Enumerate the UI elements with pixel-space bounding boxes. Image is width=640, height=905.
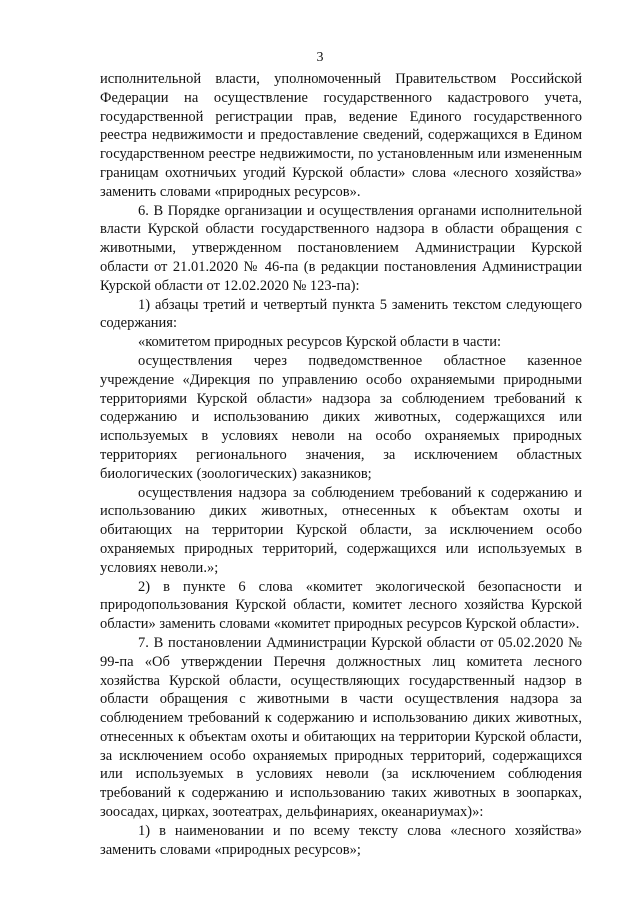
paragraph-quote-intro: «комитетом природных ресурсов Курской области в части:	[138, 334, 502, 351]
paragraph-item-7: 7. В постановлении Администрации Курской области от 05.02.2020 № 99-па «Об утверждении Перечня должностных лиц комитета лесного хозяйства Курской области, осуществляющих государственный надзор в области обращения с животными в части осуществления надзора за соблюдением требований к содержанию и использованию диких животных, отнесенных к объектам охоты и обитающих на территории Курской области, за исключением особо охраняемых природных территорий, содержащихся или используемых в условиях неволи (за исключением соблюдения требований к содержанию и использованию таких животных в зоопарках, зоосадах, цирках, зоотеатрах, дельфинариях, океанариумах)»:	[100, 634, 582, 821]
paragraph-item-6: 6. В Порядке организации и осуществления органами исполнительной власти Курской области государственного надзора в области обращения с животными, утвержденном постановлением Администрации Курской области от 21.01.2020 № 46-па (в редакции постановления Администрации Курской области от 12.02.2020 № 123-па):	[100, 202, 582, 294]
document-body	[100, 70, 582, 859]
paragraph-quote-body-2: осуществления надзора за соблюдением требований к содержанию и использованию диких животных, отнесенных к объектам охоты и обитающих на территории Курской области, за исключением особо охраняемых природных территорий, содержащихся или используемых в условиях неволи.»;	[100, 484, 582, 576]
paragraph-continuation: исполнительной власти, уполномоченный Правительством Российской Федерации на осуществление государственного кадастрового учета, государственной регистрации прав, ведение Единого государственного реестра недвижимости и предоставление сведений, содержащихся в Едином государственном реестре недвижимости, по установленным или измененным границам охотничьих угодий Курской области» слова «лесного хозяйства» заменить словами «природных ресурсов».	[100, 71, 582, 200]
paragraph-subitem-6-2: 2) в пункте 6 слова «комитет экологической безопасности и природопользования Курской области, комитет лесного хозяйства Курской области» заменить словами «комитет природных ресурсов Курской области».	[100, 578, 582, 633]
page-number: 3	[316, 50, 324, 65]
paragraph-quote-body-1: осуществления через подведомственное областное казенное учреждение «Дирекция по управлению особо охраняемыми природными территориями Курской области» надзора за соблюдением требований к содержанию и использованию диких животных, содержащихся или используемых в условиях неволи на особо охраняемых природных территориях регионального значения, за исключением областных биологических (зоологических) заказников;	[100, 352, 582, 482]
paragraph-subitem-7-1: 1) в наименовании и по всему тексту слова «лесного хозяйства» заменить словами «природных ресурсов»;	[100, 822, 582, 858]
paragraph-subitem-6-1: 1) абзацы третий и четвертый пункта 5 заменить текстом следующего содержания:	[100, 296, 582, 332]
